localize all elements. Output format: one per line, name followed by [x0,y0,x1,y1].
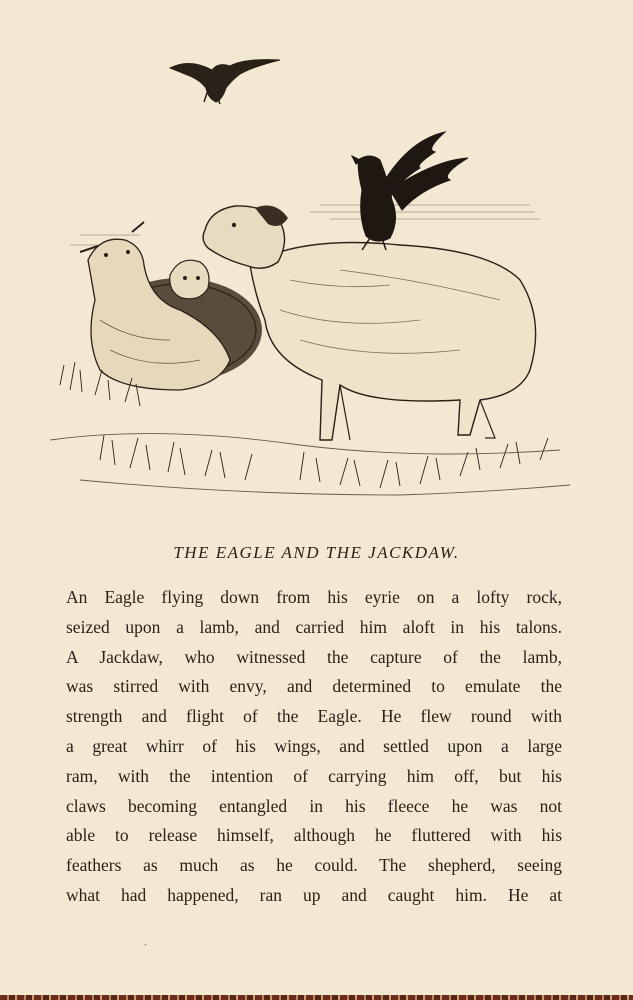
text-line: strength and flight of the Eagle. He flew round with [66,706,562,727]
text-line: feathers as much as he could. The shepherd, seeing [66,855,562,876]
eagle-figure [170,60,280,104]
text-line: a great whirr of his wings, and settled upon a large [66,735,562,756]
text-line: ram, with the intention of carrying him off, but his [66,765,562,786]
ink-fleck: ˎ [144,935,148,946]
text-line: claws becoming entangled in his fleece he was not [66,795,562,816]
fable-title: THE EAGLE AND THE JACKDAW. [173,543,460,562]
text-line: seized upon a lamb, and carried him aloft in his talons. [66,616,562,637]
page-edge-band [0,995,633,1000]
text-line: A Jackdaw, who witnessed the capture of the lamb, [66,646,562,667]
sheep-eagle-jackdaw-engraving [40,40,580,510]
text-line: was stirred with envy, and determined to emulate the [66,676,562,697]
text-line: able to release himself, although he fluttered with his [66,825,562,846]
fable-text [66,583,562,911]
engraving-illustration [40,40,580,510]
text-line: An Eagle flying down from his eyrie on a lofty rock, [66,587,562,607]
text-line: what had happened, ran up and caught him. He at [66,884,562,905]
jackdaw-figure [352,132,468,250]
